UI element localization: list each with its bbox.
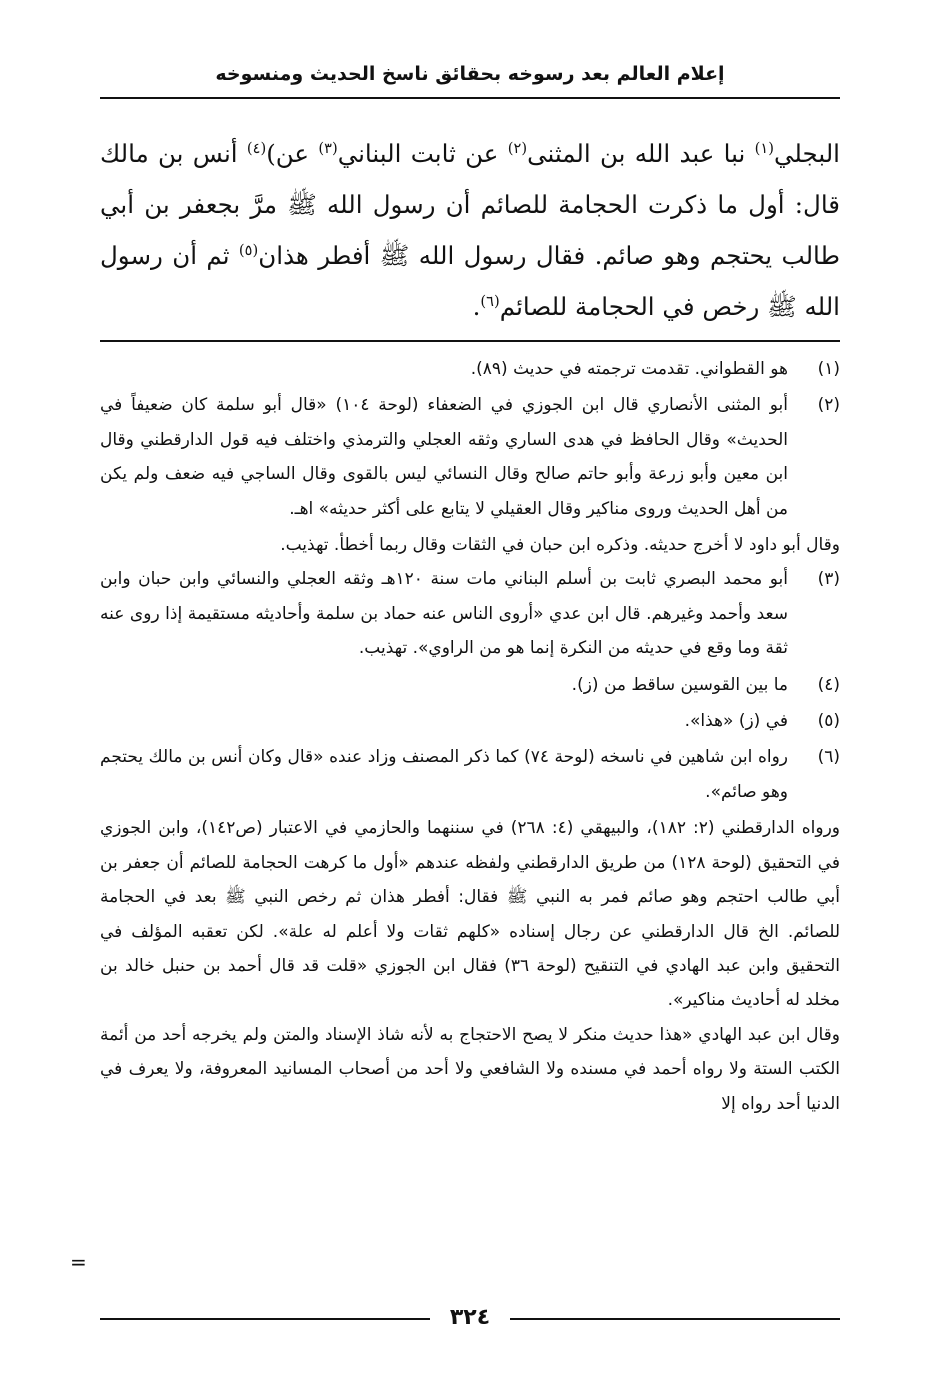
- footnote-item: [100, 388, 840, 526]
- footnote-item: [100, 562, 840, 665]
- footnote-text: [100, 352, 788, 386]
- footnote-text: [100, 704, 788, 738]
- footer-rule-right: [510, 1318, 840, 1320]
- footnote-item: [100, 704, 840, 738]
- footnote-number: (٥): [817, 711, 840, 732]
- footnote-paragraph: ما بين القوسين ساقط من (ز).: [571, 674, 788, 695]
- footnote-continuation: وقال ابن عبد الهادي «هذا حديث منكر لا يصح الاحتجاج به لأنه شاذ الإسناد والمتن ولم يخرجه أحد من أئمة الكتب الستة ولا رواه أحمد في مسنده ولا الشافعي ولا أحد من أصحاب المسانيد المعروفة، ولا يعرف في الدنيا أحد رواه إلا: [100, 1024, 840, 1114]
- footnote-text: [100, 668, 788, 702]
- page-footer: [100, 1303, 840, 1333]
- footnote-continuation: وقال أبو داود لا أخرج حديثه. وذكره ابن حبان في الثقات وقال ربما أخطأ. تهذيب.: [280, 535, 840, 556]
- footnote-number: (٤): [817, 674, 840, 695]
- main-text: [100, 128, 840, 332]
- footnote-continuation: ورواه الدارقطني (٢: ١٨٢)، والبيهقي (٤: ٢٦٨) في سننهما والحازمي في الاعتبار (ص١٤٢)، وابن الجوزي في التحقيق (لوحة ١٢٨) من طريق الدارقطني ولفظه عندهم «أول ما كرهت الحجامة للصائم أن جعفر بن أبي طالب احتجم وهو صائم فمر به النبي ﷺ فقال: أفطر هذان ثم رخص النبي ﷺ بعد في الحجامة للصائم. الخ قال الدارقطني عن رجال إسناده «كلهم ثقات ولا أعلم له علة». لكن تعقبه المؤلف في التحقيق وابن عبد الهادي في التنقيح (لوحة ٣٦) فقال ابن الجوزي «قلت قد قال أحمد بن حنبل خالد بن مخلد له أحاديث مناكير».: [100, 818, 840, 1011]
- footnote-paragraph: رواه ابن شاهين في ناسخه (لوحة ٧٤) كما ذكر المصنف وزاد عنده «قال وكان أنس بن مالك يحتجم وهو صائم».: [100, 747, 788, 802]
- continuation-mark: =: [70, 1250, 87, 1274]
- footnote-paragraph: هو القطواني. تقدمت ترجمته في حديث (٨٩).: [470, 359, 788, 379]
- header-rule: [100, 97, 840, 99]
- page-number: ٣٢٤: [449, 1305, 491, 1330]
- footnote-item: [100, 740, 840, 809]
- footnote-item: [100, 668, 840, 702]
- footer-rule-left: [100, 1318, 430, 1320]
- running-header: إعلام العالم بعد رسوخه بحقائق ناسخ الحديث ومنسوخه: [215, 63, 725, 85]
- footnote-text: [100, 388, 788, 526]
- footnote-text: [100, 562, 788, 665]
- footnote-paragraph: في (ز) «هذا».: [684, 711, 788, 732]
- footnote-number: (١): [817, 359, 840, 379]
- main-paragraph: البجلي$^{(١)}$ نبا عبد الله بن المثنى$^{(٢)}$ عن ثابت البناني$^{(٣)}$ عن)$^{(٤)}$ أنس بن مالك قال: أول ما ذكرت الحجامة للصائم أن رسول الله ﷺ مرَّ بجعفر بن أبي طالب يحتجم وهو صائم. فقال رسول الله ﷺ أفطر هذان$^{(٥)}$ ثم أن رسول الله ﷺ رخص في الحجامة للصائم$^{(٦)}$.: [100, 139, 840, 321]
- footnotes: [100, 352, 840, 1121]
- footnote-number: (٣): [817, 569, 840, 590]
- footnote-paragraph: أبو محمد البصري ثابت بن أسلم البناني مات سنة ١٢٠هـ وثقه العجلي والنسائي وابن حبان وابن سعد وأحمد وغيرهم. قال ابن عدي «أروى الناس عنه حماد بن سلمة وأحاديثه مستقيمة إذا روى عنه ثقة وما وقع في حديثه من النكرة إنما هو من الراوي». تهذيب.: [100, 569, 788, 659]
- footnote-number: (٦): [817, 747, 840, 768]
- footnote-paragraph: أبو المثنى الأنصاري قال ابن الجوزي في الضعفاء (لوحة ١٠٤) «قال أبو سلمة كان ضعيفاً في الحديث» وقال الحافظ في هدى الساري وثقه العجلي والترمذي واختلف فيه قول الدارقطني وقال ابن معين وأبو زرعة وأبو حاتم صالح وقال النسائي ليس بالقوى وقال الساجي فيه ضعف ولم يكن من أهل الحديث وروى مناكير وقال العقيلي لا يتابع على أكثر حديثه» اهـ.: [100, 395, 789, 519]
- footnote-item: [100, 352, 840, 386]
- footnote-separator: [100, 340, 840, 342]
- footnote-number: (٢): [817, 395, 840, 416]
- footnote-text: [100, 740, 788, 809]
